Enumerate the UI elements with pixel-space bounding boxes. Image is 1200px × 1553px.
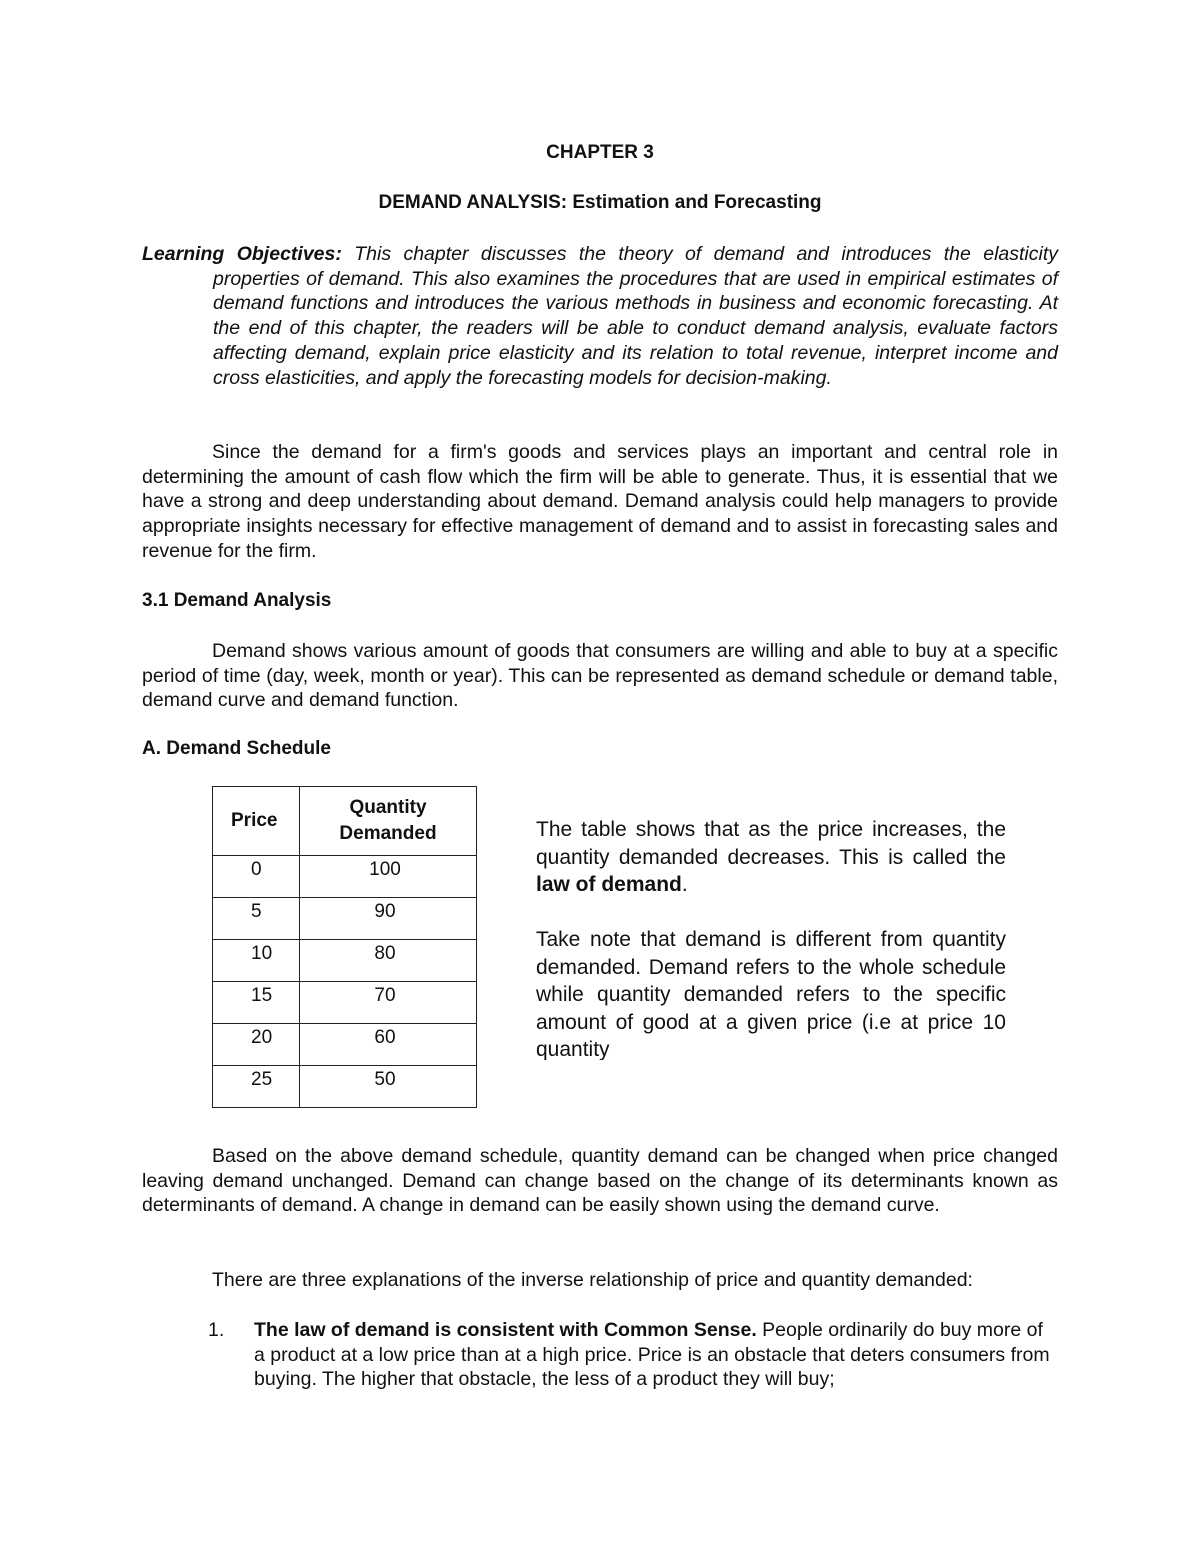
explanations-intro: There are three explanations of the inverse relationship of price and quantity demanded: <box>212 1269 973 1291</box>
learning-objectives <box>142 242 1058 390</box>
table-cell-quantity: 60 <box>300 1024 477 1066</box>
paragraph-after-table: Based on the above demand schedule, quantity demand can be changed when price changed leaving demand unchanged. Demand can change based on the change of its determinants known as determinants of demand. A change in demand can be easily shown using the demand curve. <box>142 1145 1058 1217</box>
table-cell-price: 25 <box>213 1066 300 1108</box>
chapter-label: CHAPTER 3 <box>546 142 654 163</box>
table-row <box>213 1024 477 1066</box>
list-item-body <box>212 1318 1058 1392</box>
section-heading-demand-analysis: 3.1 Demand Analysis <box>142 590 332 611</box>
learning-objectives-text: This chapter discusses the theory of demand and introduces the elasticity properties of demand. This also examines the procedures that are used in empirical estimates of demand functions and introduces the various methods in business and economic forecasting. At the end of this chapter, the readers will be able to conduct demand analysis, evaluate factors affecting demand, explain price elasticity and its relation to total revenue, interpret income and cross elasticities, and apply the forecasting models for decision-making. <box>213 243 1058 389</box>
chapter-title: DEMAND ANALYSIS: Estimation and Forecasting <box>378 192 822 213</box>
table-header-price: Price <box>213 787 300 856</box>
table-header-row <box>213 787 477 856</box>
table-cell-quantity: 90 <box>300 898 477 940</box>
table-row <box>213 982 477 1024</box>
table-cell-price: 15 <box>213 982 300 1024</box>
list-item-bold: The law of demand is consistent with Common Sense. <box>254 1319 757 1341</box>
table-cell-price: 5 <box>213 898 300 940</box>
table-cell-quantity: 100 <box>300 856 477 898</box>
table-row <box>213 1066 477 1108</box>
table-cell-quantity: 50 <box>300 1066 477 1108</box>
law-of-demand-term: law of demand <box>536 873 682 896</box>
table-header-quantity <box>300 787 477 856</box>
law-of-demand-text-after: . <box>681 873 688 896</box>
list-item <box>208 1318 1058 1392</box>
table-row <box>213 898 477 940</box>
table-cell-price: 0 <box>213 856 300 898</box>
table-cell-price: 10 <box>213 940 300 982</box>
law-of-demand-text-before: The table shows that as the price increases, the quantity demanded decreases. This is called the <box>536 818 1006 869</box>
section-heading-demand-schedule: A. Demand Schedule <box>142 738 331 759</box>
table-cell-price: 20 <box>213 1024 300 1066</box>
demand-schedule-table <box>212 786 477 1108</box>
law-of-demand-note <box>536 816 1006 899</box>
learning-objectives-label: Learning Objectives: <box>142 243 342 265</box>
table-row <box>213 940 477 982</box>
intro-paragraph: Since the demand for a firm's goods and services plays an important and central role in determining the amount of cash flow which the firm will be able to generate. Thus, it is essential that we have a strong and deep understanding about demand. Demand analysis could help managers to provide appropriate insights necessary for effective management of demand and to assist in forecasting sales and revenue for the firm. <box>142 441 1058 562</box>
demand-analysis-paragraph: Demand shows various amount of goods that consumers are willing and able to buy at a specific period of time (day, week, month or year). This can be represented as demand schedule or demand table, demand curve and demand function. <box>142 640 1058 712</box>
table-row <box>213 856 477 898</box>
demand-vs-quantity-note: Take note that demand is different from quantity demanded. Demand refers to the whole schedule while quantity demanded refers to the specific amount of good at a given price (i.e at price 10 quantity <box>536 928 1006 1060</box>
table-cell-quantity: 80 <box>300 940 477 982</box>
table-header-quantity-text: Quantity Demanded <box>339 797 437 844</box>
table-cell-quantity: 70 <box>300 982 477 1024</box>
list-item-text: People ordinarily do buy more of a product at a low price than at a high price. Price is an obstacle that deters consumers from buying. The higher that obstacle, the less of a product they will buy; <box>254 1319 1050 1391</box>
list-item-number: 1. <box>208 1319 225 1341</box>
